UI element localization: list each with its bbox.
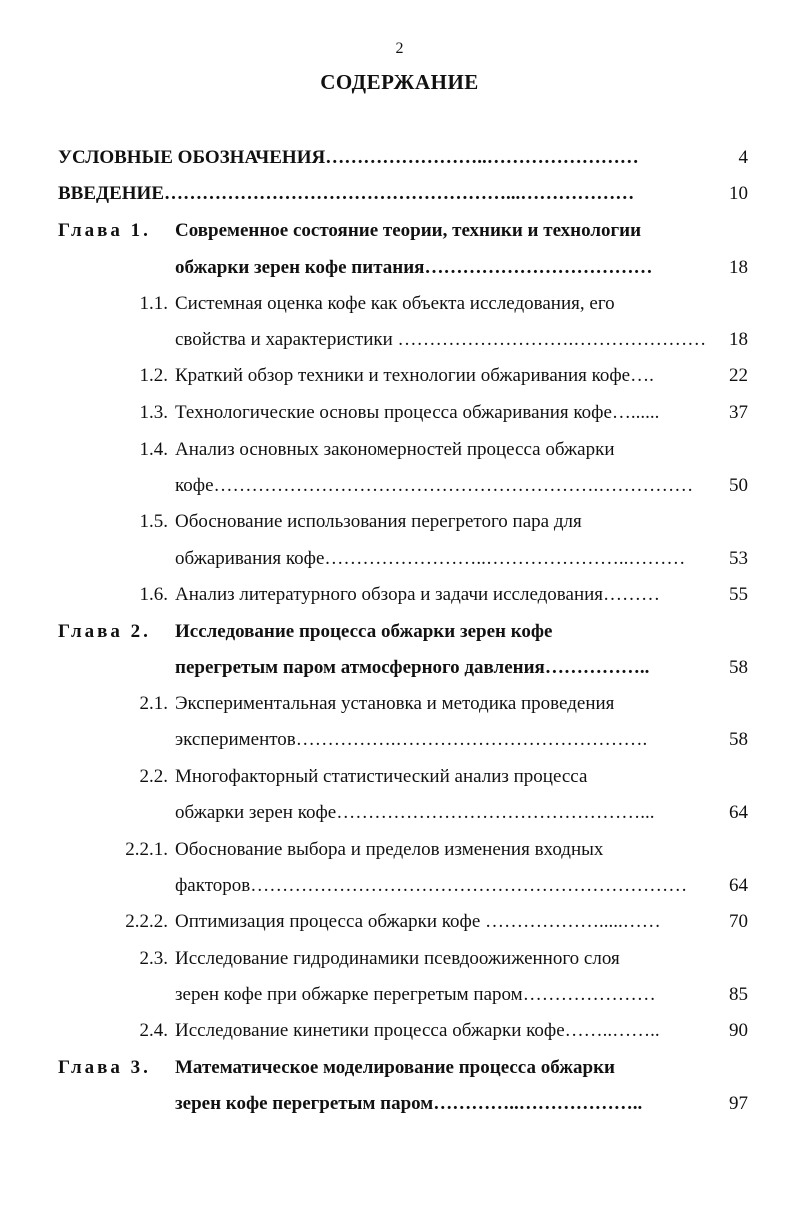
toc-section[interactable] — [0, 361, 799, 391]
toc-section-number: 1.5. — [139, 511, 168, 532]
toc-entry-continuation[interactable] — [0, 725, 799, 755]
toc-entry-title: Оптимизация процесса обжарки кофе ……………….....…… — [175, 911, 661, 932]
toc-chapter-label: Глава 1. — [58, 220, 151, 241]
toc-section[interactable] — [0, 507, 799, 537]
toc-subsection[interactable] — [0, 907, 799, 937]
toc-entry-title: Современное состояние теории, техники и технологии — [175, 220, 642, 241]
toc-section-number: 2.2.2. — [125, 911, 168, 932]
toc-entry-title: кофе…………………………………………………….…………… — [175, 475, 694, 496]
toc-section-number: 2.3. — [139, 948, 168, 969]
toc-entry-continuation[interactable] — [0, 871, 799, 901]
toc-entry-continuation[interactable] — [0, 980, 799, 1010]
toc-entry-title: УСЛОВНЫЕ ОБОЗНАЧЕНИЯ……………………..…………………… — [58, 147, 639, 168]
toc-section-number: 1.2. — [139, 365, 168, 386]
toc-section-number: 2.2. — [139, 766, 168, 787]
toc-section[interactable] — [0, 1016, 799, 1046]
toc-section-number: 1.1. — [139, 293, 168, 314]
toc-entry-continuation[interactable] — [0, 325, 799, 355]
toc-entry-title: Обоснование использования перегретого пара для — [175, 511, 582, 532]
toc-entry-continuation[interactable] — [0, 253, 799, 283]
toc-entry-title: факторов…………………………………………………………… — [175, 875, 688, 896]
toc-entry[interactable] — [0, 143, 799, 173]
toc-entry[interactable] — [0, 179, 799, 209]
toc-entry-continuation[interactable] — [0, 1089, 799, 1119]
toc-entry-title: Математическое моделирование процесса обжарки — [175, 1057, 615, 1078]
toc-entry-title: Многофакторный статистический анализ процесса — [175, 766, 588, 787]
toc-entry-page: 18 — [729, 329, 748, 350]
toc-section[interactable] — [0, 580, 799, 610]
toc-entry-title: Анализ основных закономерностей процесса обжарки — [175, 439, 615, 460]
toc-entry-title: обжарки зерен кофе питания……………………………… — [175, 257, 653, 278]
toc-chapter-heading[interactable] — [0, 617, 799, 647]
toc-entry-page: 4 — [738, 147, 748, 168]
toc-entry-title: Исследование кинетики процесса обжарки кофе……..…….. — [175, 1020, 660, 1041]
toc-entry-title: экспериментов…………….…………………………………. — [175, 729, 648, 750]
toc-section-number: 2.1. — [139, 693, 168, 714]
toc-entry-page: 18 — [729, 257, 748, 278]
toc-entry-page: 97 — [729, 1093, 748, 1114]
toc-entry-continuation[interactable] — [0, 544, 799, 574]
toc-chapter-heading[interactable] — [0, 1053, 799, 1083]
toc-entry-continuation[interactable] — [0, 653, 799, 683]
toc-entry-title: зерен кофе перегретым паром…………..……………….. — [175, 1093, 643, 1114]
toc-section[interactable] — [0, 398, 799, 428]
toc-entry-continuation[interactable] — [0, 798, 799, 828]
toc-chapter-label: Глава 3. — [58, 1057, 151, 1078]
toc-section-number: 1.6. — [139, 584, 168, 605]
toc-entry-page: 58 — [729, 657, 748, 678]
toc-subsection[interactable] — [0, 835, 799, 865]
toc-entry-page: 58 — [729, 729, 748, 750]
toc-title: СОДЕРЖАНИЕ — [320, 70, 479, 94]
toc-entry-page: 37 — [729, 402, 748, 423]
toc-entry-page: 10 — [729, 183, 748, 204]
toc-section[interactable] — [0, 689, 799, 719]
toc-section-number: 2.2.1. — [125, 839, 168, 860]
toc-chapter-label: Глава 2. — [58, 621, 151, 642]
toc-entry-title: зерен кофе при обжарке перегретым паром………………… — [175, 984, 656, 1005]
toc-section[interactable] — [0, 435, 799, 465]
toc-entry-page: 85 — [729, 984, 748, 1005]
toc-entry-page: 64 — [729, 802, 748, 823]
toc-entry-title: Анализ литературного обзора и задачи исследования……… — [175, 584, 661, 605]
toc-entry-title: Технологические основы процесса обжаривания кофе…...... — [175, 402, 660, 423]
toc-entry-page: 22 — [729, 365, 748, 386]
toc-section-number: 1.3. — [139, 402, 168, 423]
toc-entry-title: обжаривания кофе……………………..…………………..……… — [175, 548, 686, 569]
toc-section[interactable] — [0, 762, 799, 792]
toc-section-number: 1.4. — [139, 439, 168, 460]
toc-entry-page: 90 — [729, 1020, 748, 1041]
toc-entry-title: Экспериментальная установка и методика проведения — [175, 693, 615, 714]
toc-entry-title: свойства и характеристики ……………………….………………… — [175, 329, 707, 350]
toc-section-number: 2.4. — [139, 1020, 168, 1041]
toc-entry-title: перегретым паром атмосферного давления…………….. — [175, 657, 650, 678]
toc-entry-title: обжарки зерен кофе…………………………………………... — [175, 802, 655, 823]
toc-chapter-heading[interactable] — [0, 216, 799, 246]
toc-entry-title: Системная оценка кофе как объекта исследования, его — [175, 293, 615, 314]
page-number: 2 — [395, 40, 404, 57]
toc-entry-title: ВВЕДЕНИЕ………………………………………………...……………… — [58, 183, 635, 204]
toc-entry-title: Краткий обзор техники и технологии обжаривания кофе…. — [175, 365, 654, 386]
toc-entry-page: 64 — [729, 875, 748, 896]
toc-entry-page: 50 — [729, 475, 748, 496]
toc-entry-page: 70 — [729, 911, 748, 932]
toc-entry-title: Исследование процесса обжарки зерен кофе — [175, 621, 553, 642]
toc-entry-page: 55 — [729, 584, 748, 605]
toc-section[interactable] — [0, 944, 799, 974]
toc-entry-title: Обоснование выбора и пределов изменения входных — [175, 839, 604, 860]
toc-entry-title: Исследование гидродинамики псевдоожиженного слоя — [175, 948, 620, 969]
toc-entry-continuation[interactable] — [0, 471, 799, 501]
toc-entry-page: 53 — [729, 548, 748, 569]
toc-section[interactable] — [0, 289, 799, 319]
